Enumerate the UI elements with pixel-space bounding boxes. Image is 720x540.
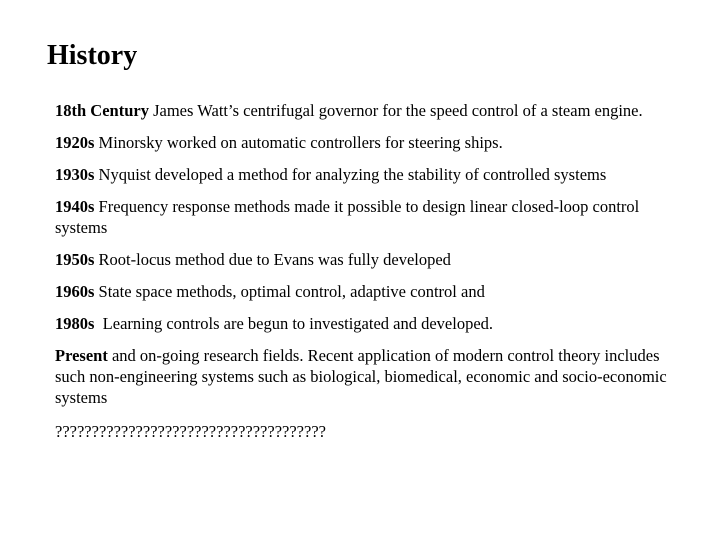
history-entry-present [55,345,685,408]
entry-text: Minorsky worked on automatic controllers for steering ships. [94,133,503,152]
history-entry-18th-century [55,100,685,121]
history-list [55,100,685,453]
entry-label: 1940s [55,197,95,216]
slide-title: History [47,40,138,71]
entry-label: 18th Century [55,101,149,120]
entry-text: Frequency response methods made it possible to design linear closed-loop control systems [55,197,640,237]
entry-label: 1960s [55,282,95,301]
entry-label: 1980s [55,314,95,333]
entry-text: State space methods, optimal control, adaptive control and [94,282,485,301]
entry-text: James Watt’s centrifugal governor for the speed control of a steam engine. [148,101,643,120]
history-entry-1950s [55,249,685,270]
history-entry-1960s [55,281,685,302]
history-entry-1920s [55,132,685,153]
entry-text: ????????????????????????????????????? [55,422,326,441]
entry-text: Learning controls are begun to investigated and developed. [94,314,494,333]
history-entry-1980s [55,313,685,334]
entry-label: 1930s [55,165,95,184]
entry-text: Nyquist developed a method for analyzing the stability of controlled systems [94,165,607,184]
placeholder-text-line [55,421,685,442]
history-entry-1930s [55,164,685,185]
entry-label: Present [55,346,108,365]
entry-label: 1920s [55,133,95,152]
history-entry-1940s [55,196,685,238]
entry-label: 1950s [55,250,95,269]
entry-text: Root-locus method due to Evans was fully developed [94,250,451,269]
entry-text: and on-going research fields. Recent application of modern control theory includes such non-engineering systems such as biological, biomedical, economic and socio-economic systems [55,346,667,407]
